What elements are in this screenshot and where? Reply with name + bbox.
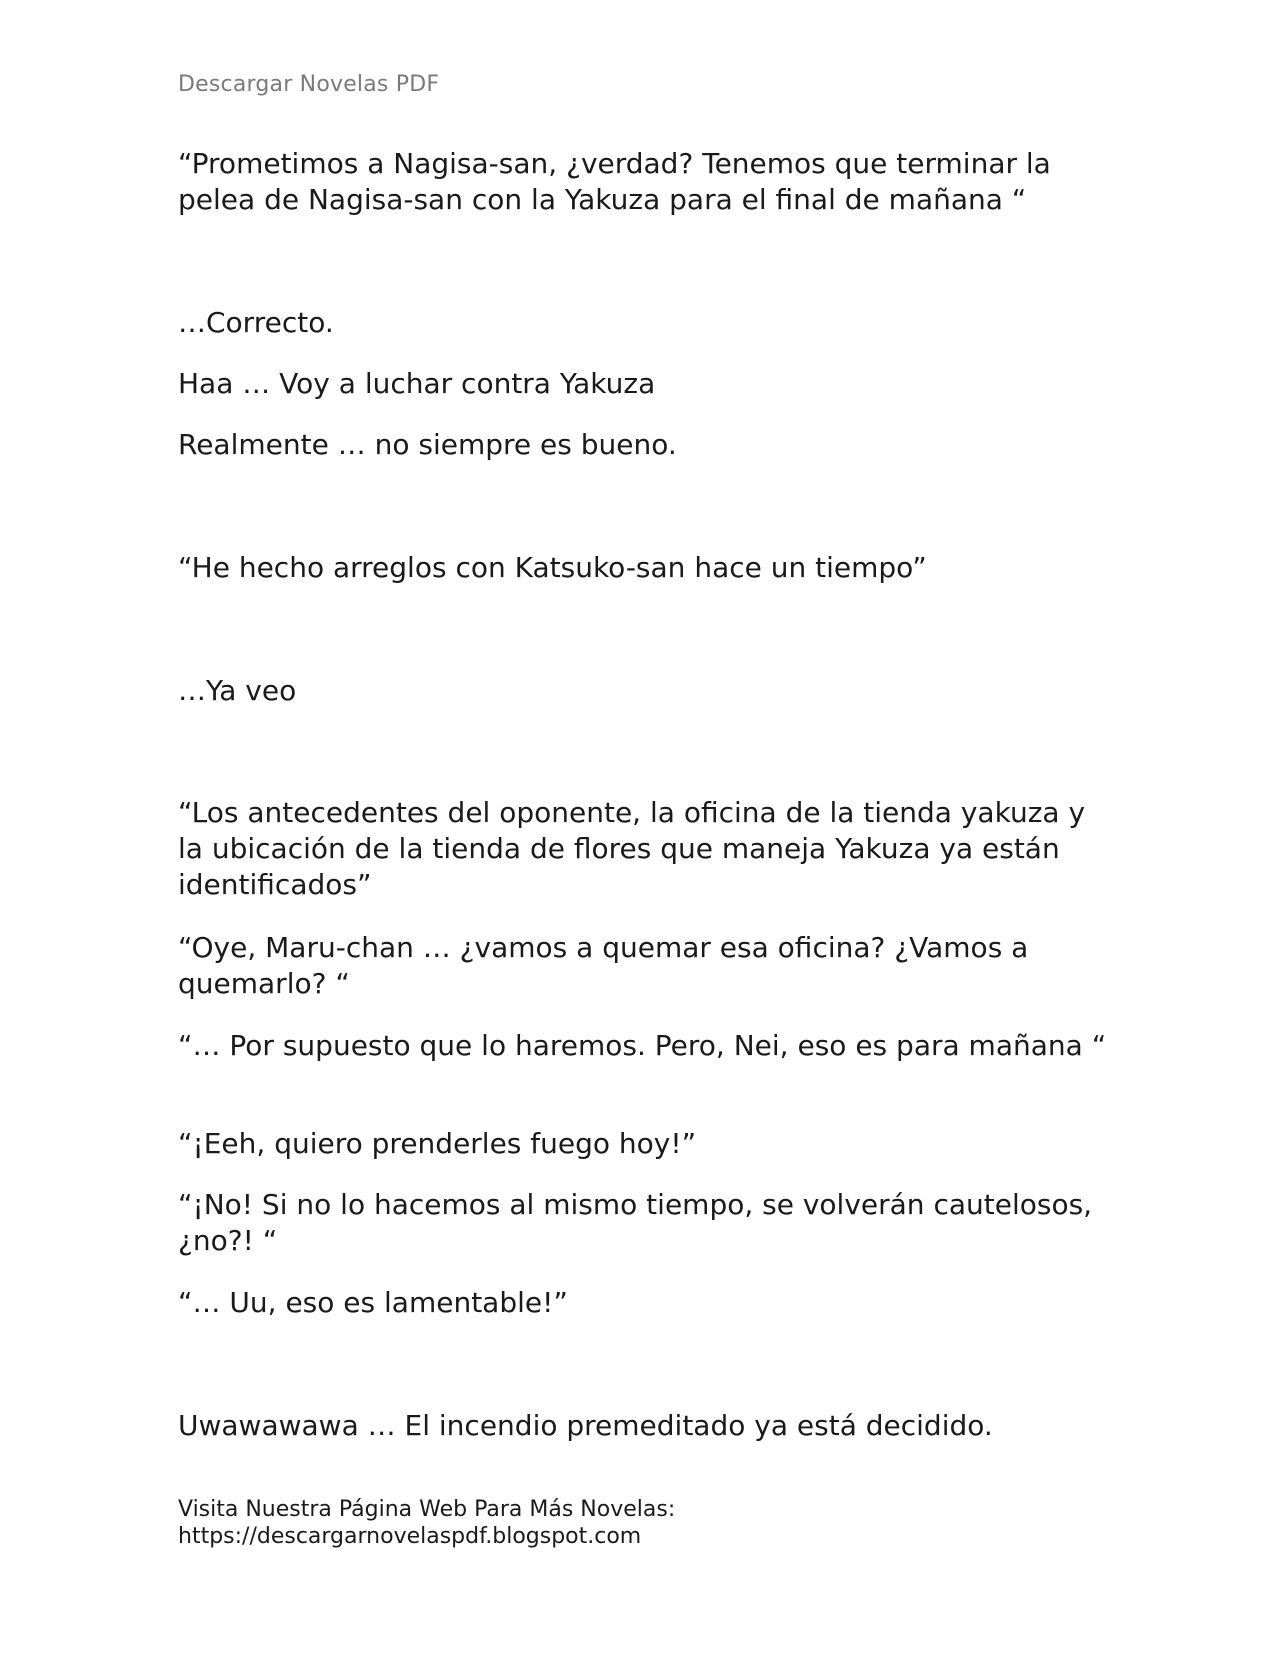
paragraph-5: “He hecho arreglos con Katsuko-san hace un tiempo” [178, 551, 927, 584]
footer-promo-text: Visita Nuestra Página Web Para Más Novelas: [178, 1497, 676, 1522]
paragraph-7: “Los antecedentes del oponente, la oficina de la tienda yakuza y la ubicación de la tienda de flores que maneja Yakuza ya están identificados” [178, 796, 1086, 901]
paragraph-4: Realmente … no siempre es bueno. [178, 428, 677, 461]
footer-website-link[interactable]: https://descargarnovelaspdf.blogspot.com [178, 1524, 642, 1549]
paragraph-12: “… Uu, eso es lamentable!” [178, 1286, 568, 1319]
paragraph-9: “… Por supuesto que lo haremos. Pero, Nei, eso es para mañana “ [178, 1029, 1107, 1062]
paragraph-6: …Ya veo [178, 674, 297, 707]
paragraph-10: “¡Eeh, quiero prenderles fuego hoy!” [178, 1127, 697, 1160]
paragraph-8: “Oye, Maru-chan … ¿vamos a quemar esa oficina? ¿Vamos a quemarlo? “ [178, 931, 1029, 1000]
paragraph-3: Haa … Voy a luchar contra Yakuza [178, 367, 656, 400]
paragraph-11: “¡No! Si no lo hacemos al mismo tiempo, se volverán cautelosos, ¿no?! “ [178, 1188, 1093, 1257]
paragraph-2: …Correcto. [178, 306, 334, 339]
page-header-site-name: Descargar Novelas PDF [178, 72, 440, 97]
paragraph-13: Uwawawawa … El incendio premeditado ya está decidido. [178, 1409, 993, 1442]
paragraph-1: “Prometimos a Nagisa-san, ¿verdad? Tenemos que terminar la pelea de Nagisa-san con la Yakuza para el final de mañana “ [178, 147, 1051, 216]
page-footer [178, 1496, 675, 1550]
